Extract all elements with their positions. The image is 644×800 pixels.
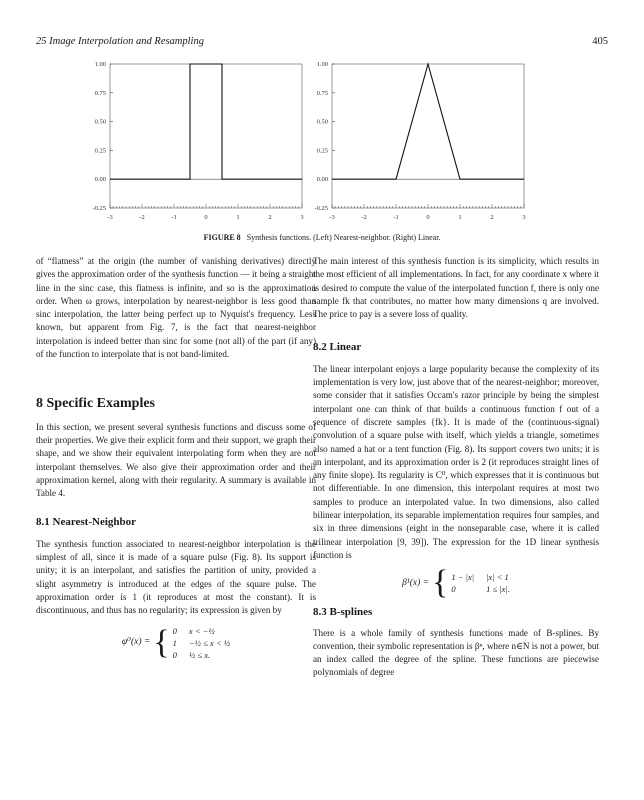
x-tick-label: 1: [236, 214, 240, 221]
series-line: [332, 64, 524, 179]
y-tick-label: 0.00: [94, 176, 106, 184]
y-tick-label: 0.25: [316, 147, 328, 155]
equation-case-cell: 0: [172, 625, 177, 636]
equation-lhs: β¹(x) =: [402, 577, 430, 588]
right-column: [313, 255, 599, 680]
y-tick-label: 0.75: [94, 89, 106, 97]
x-tick-label: 0: [204, 214, 208, 221]
equation-case-cell: ½ ≤ x.: [188, 649, 211, 660]
y-tick-label: -0.25: [314, 205, 328, 212]
equation-linear: β¹(x) = { 1 − |x| |x| < 1 0 1 ≤ |x|.: [402, 564, 510, 602]
y-tick-label: 1.00: [316, 61, 328, 68]
y-tick-label: 0.50: [316, 118, 328, 126]
x-tick-label: -3: [329, 214, 335, 221]
figure-nearest-neighbor: [80, 56, 310, 231]
paragraph: The synthesis function associated to nearest-neighbor interpolation is the simplest of all, since it is made of a square pulse (Fig. 8). Its support is unity; it is an interpolant, and satisfies the partition of unity, provided a slight asymmetry is introduced at the edges of the square pulse. The approximation order is 1 (it reproduces at most the constant). It is discontinuous, and thus has no regularity; its expression is given by: [36, 538, 316, 616]
nearest-neighbor-plot: [80, 56, 310, 231]
x-tick-label: -2: [139, 214, 145, 221]
equation-case-cell: 1 − |x|: [451, 571, 475, 582]
x-tick-label: 2: [490, 214, 494, 221]
x-tick-label: -1: [171, 214, 177, 221]
y-tick-label: -0.25: [92, 205, 106, 212]
equation-case-cell: 0: [451, 583, 456, 594]
equation-lhs: φ⁰(x) =: [121, 637, 151, 648]
equation-case-cell: x < −½: [188, 625, 215, 636]
paragraph: of “flatness” at the origin (the number of vanishing derivatives) directly gives the approximation order of the synthesis function — it being a straight line in the sinc case, this flatness is infinite, and so is the approximation order. When ω grows, interpolation by nearest-neighbor is less good than sinc interpolation, the latter being perfect up to Nyquist's frequency. Less known, but apparent from Fig. 7, is the fact that nearest-neighbor interpolation is indeed better than sinc for some (not all) of the part (if any) of the function to interpolate that is not band-limited.: [36, 256, 316, 360]
figure-linear: [302, 56, 532, 231]
equation-case-cell: 1: [172, 637, 177, 648]
running-header: [36, 36, 608, 52]
plot-frame: [110, 64, 302, 208]
x-tick-label: -1: [393, 214, 399, 221]
series-line: [110, 64, 302, 179]
page-number: 405: [592, 36, 608, 47]
y-tick-label: 0.25: [94, 147, 106, 155]
x-tick-label: 3: [300, 214, 304, 221]
x-tick-label: 0: [426, 214, 430, 221]
left-column: [36, 255, 316, 661]
caption-label: FIGURE 8: [203, 233, 241, 242]
paragraph: The main interest of this synthesis function is its simplicity, which results in the most efficient of all implementations. In fact, for any coordinate x where it is desired to compute the value of the interpolated function f, there is only one sample fk that contributes, no matter how many dimensions q are involved. The price to pay is a severe loss of quality.: [313, 256, 599, 320]
plot-frame: [332, 64, 524, 208]
equation-cases: [451, 572, 509, 595]
equation-case-cell: −½ ≤ x < ½: [188, 637, 231, 648]
equation-case-cell: 0: [172, 649, 177, 660]
y-tick-label: 1.00: [94, 61, 106, 68]
x-tick-label: -2: [361, 214, 367, 221]
equation-case-cell: 1 ≤ |x|.: [486, 583, 510, 594]
section-title: 8 Specific Examples: [36, 396, 155, 412]
paragraph: In this section, we present several synthesis functions and discuss some of their properties. We give their explicit form and their support, we graph their shape, and we show their equivalent interpolating form when they are not interpolant themselves. We also give their approximation order and their approximation kernel, along with their regularity. A summary is available in Table 4.: [36, 421, 316, 499]
equation-cases: [173, 626, 230, 661]
equation-nearest: φ⁰(x) = { 0 x < −½ 1 −½ ≤ x < ½ 0 ½ ≤ x.: [121, 624, 231, 662]
x-tick-label: 3: [522, 214, 526, 221]
equation-case-cell: |x| < 1: [486, 571, 509, 582]
y-tick-label: 0.00: [316, 176, 328, 184]
subsection-title: 8.3 B-splines: [313, 606, 373, 619]
subsection-title: 8.2 Linear: [313, 341, 362, 354]
y-tick-label: 0.75: [316, 89, 328, 97]
figure-caption: [0, 233, 644, 242]
paragraph: There is a whole family of synthesis functions made of B-splines. By convention, their symbolic representation is βⁿ, where n∈N is not a power, but an index called the degree of the spline. These functions are piecewise polynomials of degree: [313, 627, 599, 678]
x-tick-label: 2: [268, 214, 272, 221]
x-tick-label: 1: [458, 214, 462, 221]
paragraph: The linear interpolant enjoys a large popularity because the complexity of its implementation is very low, just above that of the nearest-neighbor; moreover, some consider that it satisfies Occam's razor principle by being the simplest interpolant one can think of that builds a continuous function f out of a sequence of discrete samples {fk}. It is made of the (continuous-signal) convolution of a square pulse with itself, which yields a triangle, sometimes also named a hat or a tent function (Fig. 8). Its support covers two units; it is an interpolant, and its approximation order is 2 (it reproduces straight lines of any finite slope). Its regularity is C⁰, which expresses that it is continuous but not differentiable. In one dimension, this interpolant requires at most two samples to produce an interpolated value. In two dimensions, also called bilinear interpolation, its separable implementation requires four samples, and six in three dimensions (eight in the nonseparable case, where it is called trilinear interpolation [9, 39]). The expression for the 1D linear synthesis function is: [313, 363, 599, 560]
x-tick-label: -3: [107, 214, 113, 221]
subsection-title: 8.1 Nearest-Neighbor: [36, 516, 136, 529]
running-title: 25 Image Interpolation and Resampling: [36, 36, 204, 47]
y-tick-label: 0.50: [94, 118, 106, 126]
linear-plot: [302, 56, 532, 231]
caption-text: Synthesis functions. (Left) Nearest-neighbor. (Right) Linear.: [246, 233, 441, 242]
